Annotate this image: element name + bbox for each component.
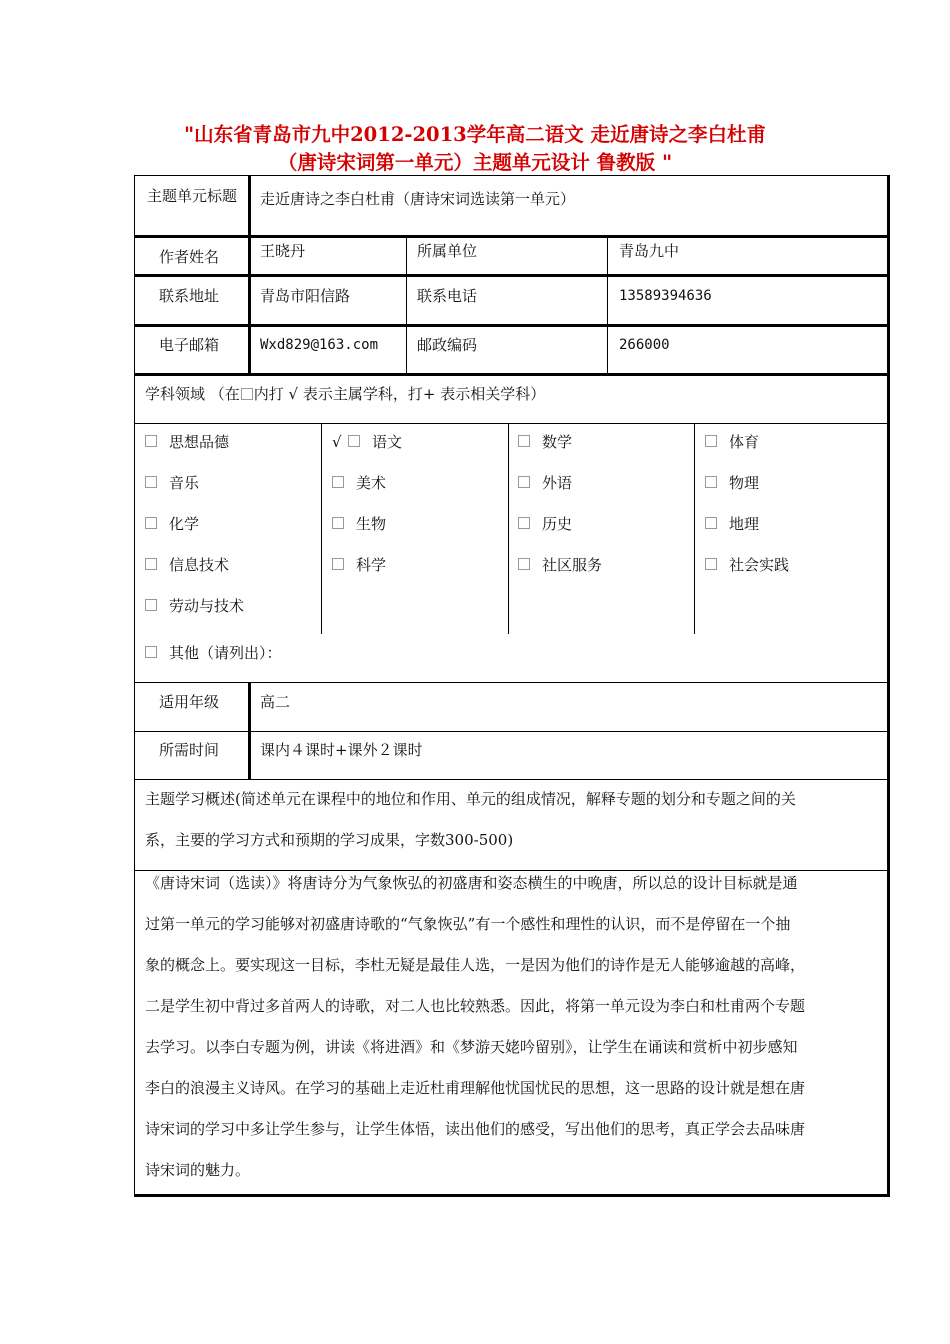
checkbox-chemistry[interactable]	[145, 517, 157, 529]
subject-label: 社会实践	[729, 556, 790, 574]
column-divider	[694, 423, 695, 634]
subject-label: 物理	[729, 474, 760, 492]
paragraph-line: 过第一单元的学习能够对初盛唐诗歌的“气象恢弘”有一个感性和理性的认识，而不是停留在一个抽	[145, 915, 791, 933]
address-value: 青岛市阳信路	[260, 287, 351, 305]
subject-label: 生物	[356, 515, 387, 533]
overview-paragraph	[145, 863, 885, 1191]
checkbox-science[interactable]	[332, 558, 344, 570]
org-value: 青岛九中	[619, 242, 680, 260]
checkbox-art[interactable]	[332, 476, 344, 488]
subject-label: 音乐	[169, 474, 200, 492]
column-divider	[406, 235, 407, 374]
checkbox-music[interactable]	[145, 476, 157, 488]
checkbox-community-service[interactable]	[518, 558, 530, 570]
checkbox-pe[interactable]	[705, 435, 717, 447]
org-label: 所属单位	[417, 242, 478, 260]
column-divider	[508, 423, 509, 634]
subject-label: 数学	[542, 433, 573, 451]
check-mark-icon: √	[332, 433, 342, 451]
grade-label: 适用年级	[159, 693, 220, 711]
other-label: 其他（请列出）：	[169, 644, 282, 662]
document-title-line2: （唐诗宋词第一单元）主题单元设计 鲁教版 "	[277, 151, 673, 174]
checkbox-foreign-language[interactable]	[518, 476, 530, 488]
column-divider	[607, 235, 608, 374]
email-label: 电子邮箱	[159, 336, 220, 354]
subject-label: 社区服务	[542, 556, 603, 574]
author-value: 王晓丹	[260, 242, 306, 260]
subject-label: 语文	[372, 433, 403, 451]
empty-box-icon	[241, 388, 253, 400]
checkbox-it[interactable]	[145, 558, 157, 570]
time-label: 所需时间	[159, 741, 220, 759]
subject-label: 地理	[729, 515, 760, 533]
row-divider	[134, 423, 890, 424]
checkbox-chinese[interactable]	[348, 435, 360, 447]
column-divider	[321, 423, 322, 634]
postcode-label: 邮政编码	[417, 336, 478, 354]
paragraph-line: 李白的浪漫主义诗风。在学习的基础上走近杜甫理解他忧国忧民的思想，这一思路的设计就是想在唐	[145, 1079, 806, 1097]
checkbox-social-practice[interactable]	[705, 558, 717, 570]
checkbox-other[interactable]	[145, 646, 157, 658]
paragraph-line: 二是学生初中背过多首两人的诗歌，对二人也比较熟悉。因此，将第一单元设为李白和杜甫两个专题	[145, 997, 806, 1015]
checkbox-physics[interactable]	[705, 476, 717, 488]
postcode-value: 266000	[619, 337, 670, 353]
grade-value: 高二	[260, 693, 291, 711]
subject-label: 美术	[356, 474, 387, 492]
subject-label: 历史	[542, 515, 573, 533]
unit-title-value: 走近唐诗之李白杜甫（唐诗宋词选读第一单元）	[260, 190, 576, 208]
time-value: 课内４课时+课外２课时	[260, 741, 423, 759]
phone-value: 13589394636	[619, 288, 712, 304]
paragraph-line: 去学习。以李白专题为例，讲读《将进酒》和《梦游天姥吟留别》，让学生在诵读和赏析中初步感知	[145, 1038, 798, 1056]
address-label: 联系地址	[159, 287, 220, 305]
subject-label: 体育	[729, 433, 760, 451]
subject-label: 思想品德	[169, 433, 230, 451]
unit-title-label: 主题单元标题	[146, 187, 237, 205]
checkbox-labor[interactable]	[145, 599, 157, 611]
checkbox-math[interactable]	[518, 435, 530, 447]
email-value: Wxd829@163.com	[260, 337, 379, 353]
overview-prompt	[145, 779, 885, 861]
subject-label: 劳动与技术	[169, 597, 245, 615]
subject-label: 科学	[356, 556, 387, 574]
subject-label: 信息技术	[169, 556, 230, 574]
subject-label: 外语	[542, 474, 573, 492]
author-label: 作者姓名	[159, 248, 220, 266]
checkbox-biology[interactable]	[332, 517, 344, 529]
column-divider	[248, 682, 251, 780]
overview-prompt-line: 系，主要的学习方式和预期的学习成果，字数300-500)	[145, 831, 514, 849]
phone-label: 联系电话	[417, 287, 478, 305]
paragraph-line: 象的概念上。要实现这一目标，李杜无疑是最佳人选，一是因为他们的诗作是无人能够逾越的高峰，	[145, 956, 806, 974]
column-divider	[248, 175, 251, 374]
paragraph-line: 诗宋词的魅力。	[145, 1161, 251, 1179]
checkbox-moral[interactable]	[145, 435, 157, 447]
subject-area-instruction: 学科领域 （在 内打 √ 表示主属学科，打+ 表示相关学科）	[145, 385, 546, 403]
document-title-line1: "山东省青岛市九中2012-2013学年高二语文 走近唐诗之李白杜甫	[183, 123, 767, 146]
paragraph-line: 诗宋词的学习中多让学生参与，让学生体悟，读出他们的感受，写出他们的思考，真正学会去品味唐	[145, 1120, 806, 1138]
overview-prompt-line: 主题学习概述(简述单元在课程中的地位和作用、单元的组成情况，解释专题的划分和专题之间的关	[145, 790, 796, 808]
checkbox-geography[interactable]	[705, 517, 717, 529]
subject-label: 化学	[169, 515, 200, 533]
checkbox-history[interactable]	[518, 517, 530, 529]
paragraph-line: 《唐诗宋词（选读）》将唐诗分为气象恢弘的初盛唐和姿态横生的中晚唐，所以总的设计目标就是通	[145, 874, 798, 892]
